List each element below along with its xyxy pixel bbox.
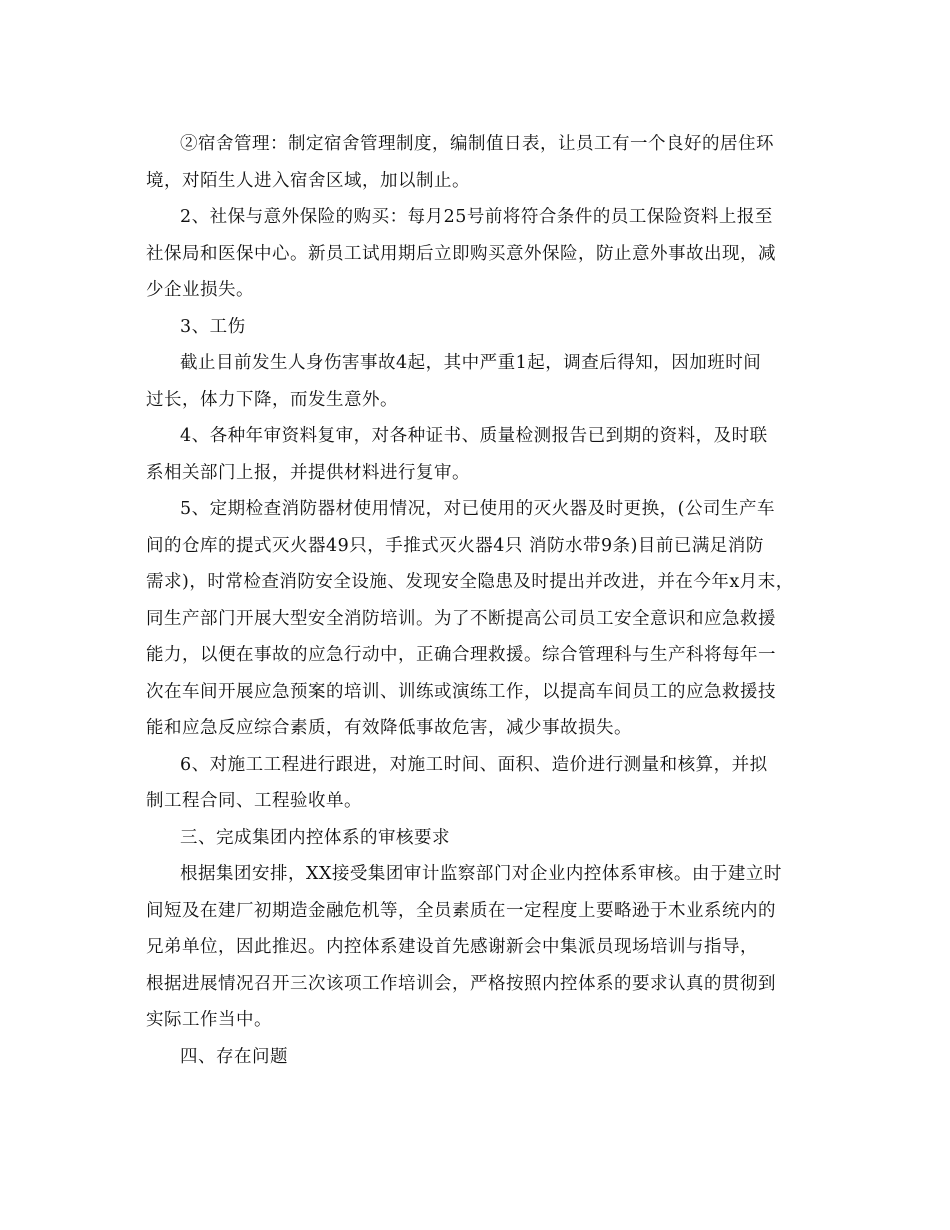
text-line: 间的仓库的提式灭火器49只，手推式灭火器4只 消防水带9条)目前已满足消防 [146,535,764,556]
text-line: 需求)，时常检查消防安全设施、发现安全隐患及时提出并改进，并在今年x月末， [146,572,794,592]
text-line: 3、工伤 [180,316,246,337]
text-line: 同生产部门开展大型安全消防培训。为了不断提高公司员工安全意识和应急救援 [146,608,776,629]
text-line: 境，对陌生人进入宿舍区域，加以制止。 [146,170,470,191]
text-line: 2、社保与意外保险的购买：每月25号前将符合条件的员工保险资料上报至 [180,207,773,227]
text-line: 四、存在问题 [180,1046,288,1067]
text-line: 6、对施工工程进行跟进，对施工时间、面积、造价进行测量和核算，并拟 [180,754,768,775]
paragraph-annual-review [146,418,810,491]
text-line: 过长，体力下降，而发生意外。 [146,389,398,410]
heading-existing-problems [146,1039,810,1076]
text-line: 三、完成集团内控体系的审核要求 [180,827,450,848]
heading-work-injury [146,309,810,346]
paragraph-dormitory-management [146,126,810,199]
text-line: 次在车间开展应急预案的培训、训练或演练工作，以提高车间员工的应急救援技 [146,681,776,702]
text-line: 5、定期检查消防器材使用情况，对已使用的灭火器及时更换，(公司生产车 [180,499,775,519]
paragraph-social-insurance [146,199,810,309]
text-line: 间短及在建厂初期造金融危机等，全员素质在一定程度上要略逊于木业系统内的 [146,900,776,921]
text-line: 制工程合同、工程验收单。 [146,791,362,811]
text-line: 截止目前发生人身伤害事故4起，其中严重1起，调查后得知，因加班时间 [180,353,762,373]
text-line: ②宿舍管理：制定宿舍管理制度，编制值日表，让员工有一个良好的居住环 [180,134,774,154]
text-line: 4、各种年审资料复审，对各种证书、质量检测报告已到期的资料，及时联 [180,426,768,446]
paragraph-fire-safety [146,491,810,747]
text-line: 社保局和医保中心。新员工试用期后立即购买意外保险，防止意外事故出现，减 [146,243,776,264]
paragraph-construction-projects [146,747,810,820]
text-line: 能力，以便在事故的应急行动中，正确合理救援。综合管理科与生产科将每年一 [146,645,776,665]
text-line: 能和应急反应综合素质，有效降低事故危害，减少事故损失。 [146,718,632,738]
text-line: 根据进展情况召开三次该项工作培训会，严格按照内控体系的要求认真的贯彻到 [146,973,776,994]
text-line: 系相关部门上报，并提供材料进行复审。 [146,462,470,483]
text-line: 少企业损失。 [146,280,254,300]
document-body [146,126,810,1075]
text-line: 兄弟单位，因此推迟。内控体系建设首先感谢新会中集派员现场培训与指导， [146,937,758,957]
heading-internal-control-audit [146,820,810,857]
paragraph-internal-control [146,856,810,1039]
text-line: 根据集团安排，XX接受集团审计监察部门对企业内控体系审核。由于建立时 [180,864,782,884]
paragraph-injury-accidents [146,345,810,418]
text-line: 实际工作当中。 [146,1010,272,1030]
